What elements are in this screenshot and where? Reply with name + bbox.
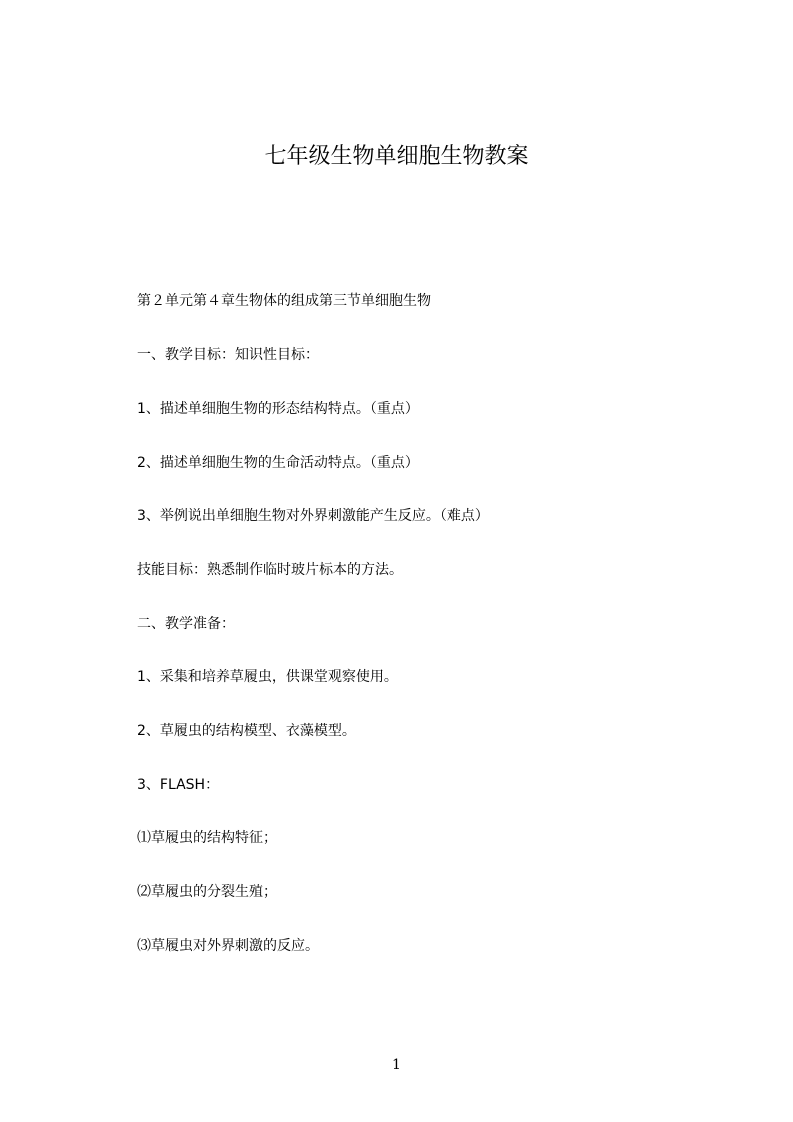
flash-item-2: ⑵草履虫的分裂生殖； bbox=[137, 884, 277, 900]
objective-item-1: 1、描述单细胞生物的形态结构特点。（重点） bbox=[137, 401, 419, 417]
flash-item-3: ⑶草履虫对外界刺激的反应。 bbox=[137, 938, 319, 954]
objectives-heading: 一、教学目标：知识性目标： bbox=[137, 347, 319, 363]
preparation-heading: 二、教学准备： bbox=[137, 616, 235, 632]
section-heading: 第２单元第４章生物体的组成第三节单细胞生物 bbox=[137, 293, 431, 309]
preparation-item-2: 2、草履虫的结构模型、衣藻模型。 bbox=[137, 723, 356, 739]
objective-item-2: 2、描述单细胞生物的生命活动特点。（重点） bbox=[137, 455, 419, 471]
objective-item-3: 3、举例说出单细胞生物对外界刺激能产生反应。（难点） bbox=[137, 508, 489, 524]
skill-objective: 技能目标：熟悉制作临时玻片标本的方法。 bbox=[137, 562, 403, 578]
document-title: 七年级生物单细胞生物教案 bbox=[264, 144, 529, 169]
flash-item-1: ⑴草履虫的结构特征； bbox=[137, 830, 277, 846]
preparation-item-3: 3、FLASH： bbox=[137, 777, 220, 793]
page-number: 1 bbox=[392, 1057, 401, 1073]
preparation-item-1: 1、采集和培养草履虫，供课堂观察使用。 bbox=[137, 669, 398, 685]
